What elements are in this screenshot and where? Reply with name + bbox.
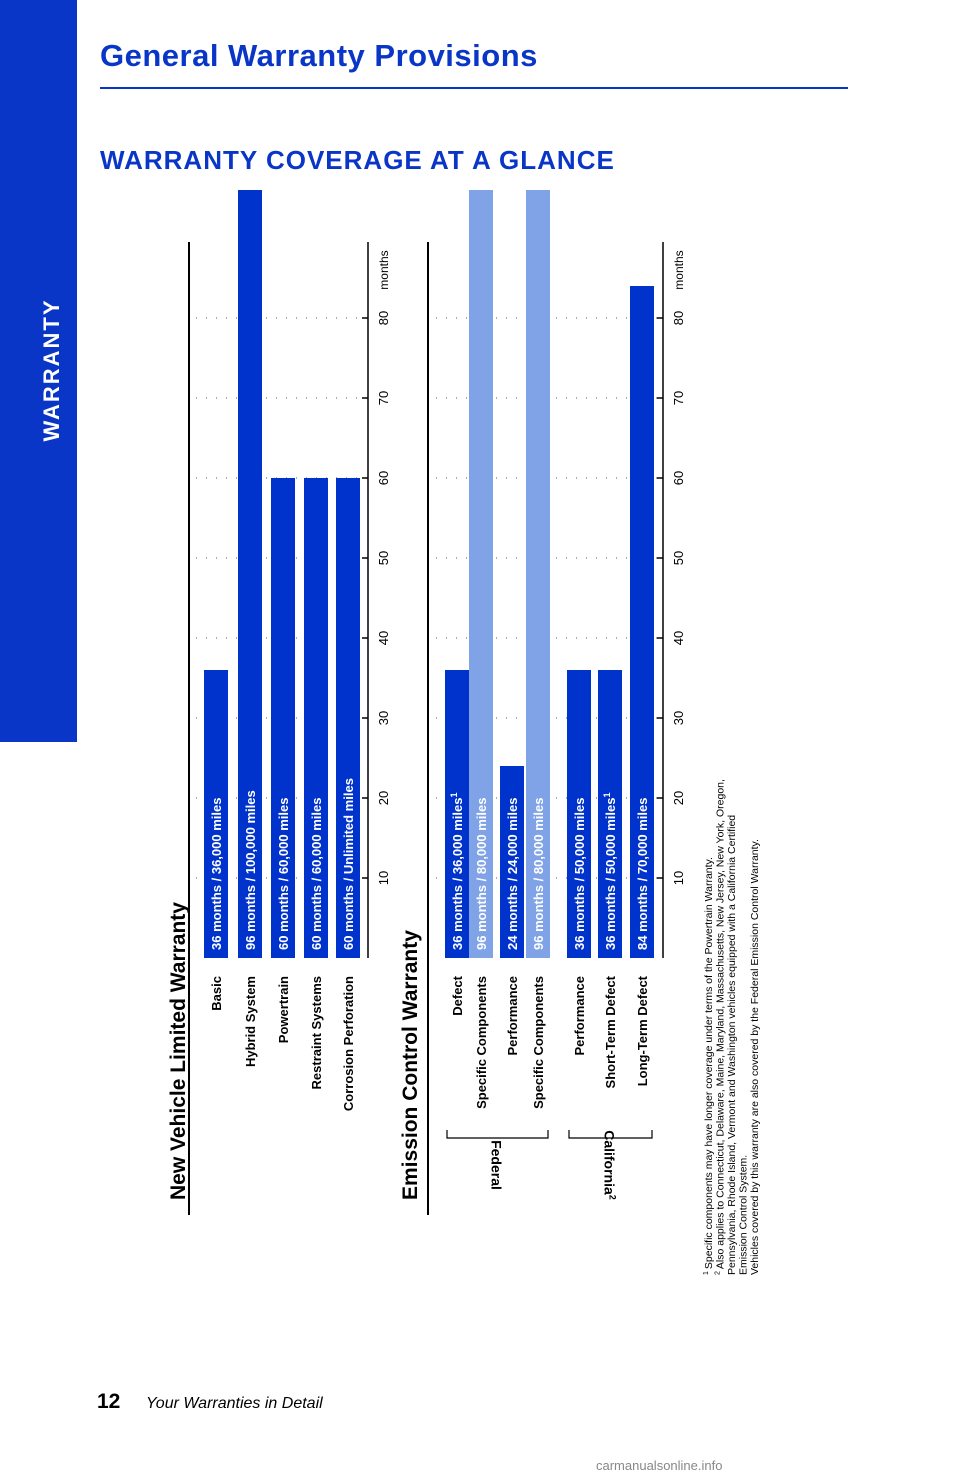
tick-label: 20 [376,790,391,806]
footnote-ref: 2 [607,1194,618,1200]
tick-label: 40 [671,630,686,646]
page-title: General Warranty Provisions [100,38,538,73]
category-label: Long-Term Defect [635,976,650,1087]
bar-data-label: 96 months / 80,000 miles [531,797,546,950]
tick-label: 80 [671,310,686,326]
category-label: Restraint Systems [309,976,324,1090]
section-title: WARRANTY COVERAGE AT A GLANCE [100,145,615,175]
tick-label: 40 [376,630,391,646]
footnote-line: Pennsylvania, Rhode Island, Vermont and Washington vehicles equipped with a California Certified [726,814,738,1275]
watermark: carmanualsonline.info [596,1458,723,1473]
tick-label: 10 [671,870,686,886]
category-label: Performance [505,976,520,1056]
group-label: California$^2$ [601,1130,618,1200]
bar-data-label: 96 months / 100,000 miles [243,790,258,950]
footnote-line: $^1$Specific components may have longer coverage under terms of the Powertrain Warranty. [703,857,715,1275]
category-label: Performance [572,976,587,1056]
tick-label: 70 [671,390,686,406]
category-label: Powertrain [276,976,291,1044]
category-label: Specific Components [474,976,489,1109]
group-bracket [447,1130,548,1138]
category-label: Hybrid System [243,976,258,1068]
bar-data-label: 60 months / 60,000 miles [309,797,324,950]
bar-data-label: 24 months / 24,000 miles [505,797,520,950]
bar-data-label: 36 months / 36,000 miles [209,797,224,950]
tick-label: 10 [376,870,391,886]
footnote-line: Vehicles covered by this warranty are also covered by the Federal Emission Control Warranty. [749,839,761,1275]
tick-label: 20 [671,790,686,806]
chart-title: Emission Control Warranty [399,930,422,1200]
bar-data-label: 60 months / Unlimited miles [341,778,356,950]
tick-label: 70 [376,390,391,406]
footnote-ref: 1 [449,792,459,798]
chart-title: New Vehicle Limited Warranty [167,902,190,1200]
emission-control-warranty-chart [399,190,686,1215]
category-label: Specific Components [531,976,546,1109]
footnote-mark: 2 [714,1271,722,1275]
footer-text: Your Warranties in Detail [146,1395,323,1412]
bar-data-label: 96 months / 80,000 miles [474,797,489,950]
footnote-line: $^2$Also applies to Connecticut, Delaware, Maine, Maryland, Massachusetts, New Jersey, New York, Oregon, [714,779,727,1275]
side-tab-label: WARRANTY [39,298,64,442]
category-label: Defect [450,976,465,1016]
bar-data-label: 36 months / 50,000 miles$^1$ [602,792,618,950]
tick-label: 30 [671,710,686,726]
category-label: Corrosion Perforation [341,976,356,1112]
tick-label: 80 [376,310,391,326]
footnote-ref: 1 [602,792,612,798]
category-label: Short-Term Defect [603,976,618,1089]
tick-label: 50 [671,550,686,566]
group-label: Federal [488,1140,505,1190]
bar-data-label: 84 months / 70,000 miles [635,797,650,950]
footnotes [703,779,761,1275]
bar-data-label: 36 months / 36,000 miles$^1$ [449,792,465,950]
new-vehicle-warranty-chart [167,190,391,1215]
category-label: Basic [209,976,224,1011]
page-number: 12 [97,1390,121,1413]
tick-label: 60 [671,470,686,486]
axis-unit-label: months [377,250,391,290]
tick-label: 60 [376,470,391,486]
tick-label: 50 [376,550,391,566]
footnote-line: Emission Control System. [737,1154,750,1275]
bar-data-label: 36 months / 50,000 miles [572,797,587,950]
footnote-mark: 1 [703,1271,710,1275]
bar-data-label: 60 months / 60,000 miles [276,797,291,950]
tick-label: 30 [376,710,391,726]
axis-unit-label: months [672,250,686,290]
